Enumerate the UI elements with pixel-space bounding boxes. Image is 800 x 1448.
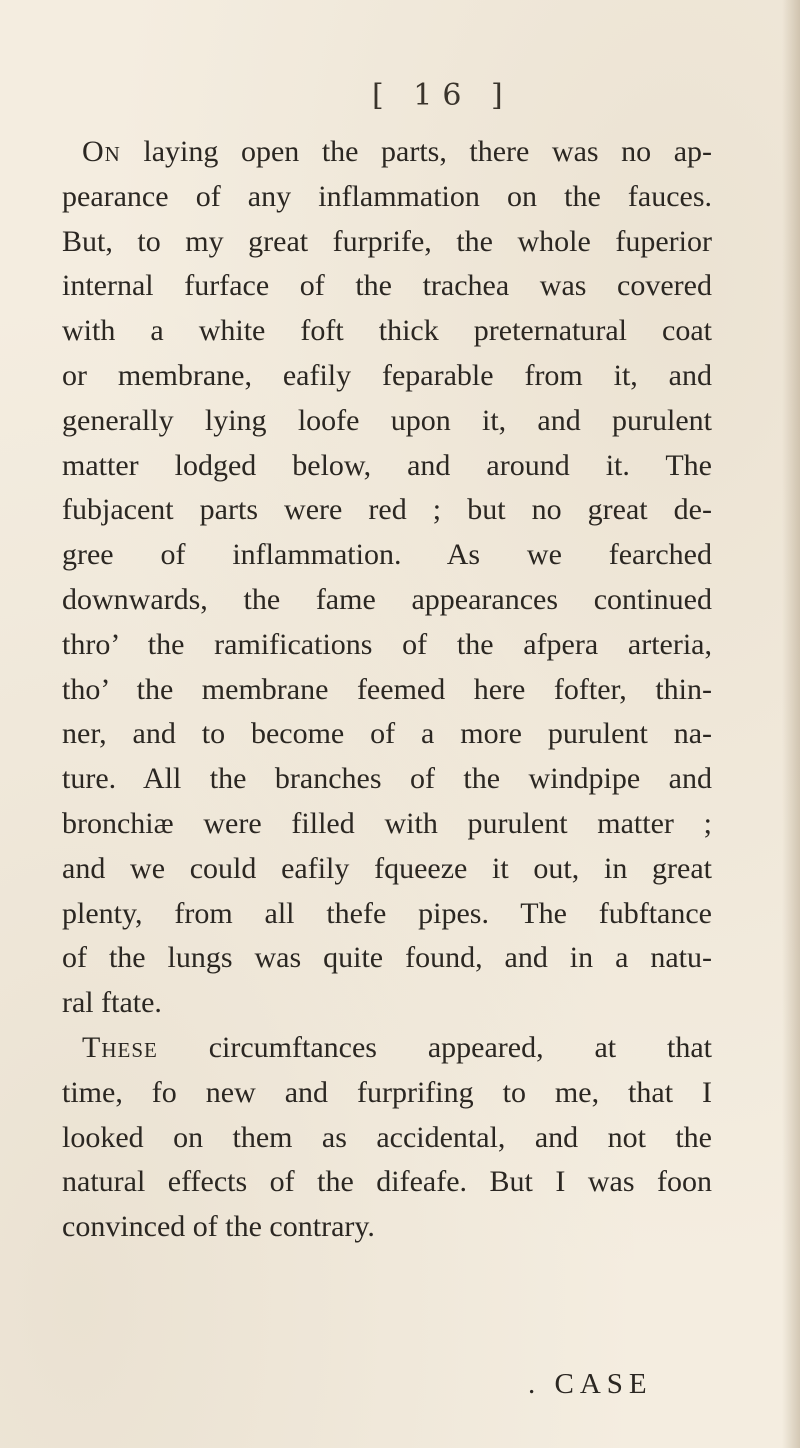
catchword: . CASE	[528, 1368, 653, 1400]
text-line: convinced of the contrary.	[62, 1210, 375, 1244]
text-line: with a white foft thick preternatural coat	[62, 314, 712, 348]
text-line: ner, and to become of a more purulent na-	[62, 717, 712, 751]
text-line: and we could eafily fqueeze it out, in great	[62, 851, 712, 885]
text-line: matter lodged below, and around it. The	[62, 448, 712, 482]
page-edge-shadow	[782, 0, 800, 1448]
line-rest: circumftances appeared, at that	[157, 1030, 712, 1064]
text-line: natural effects of the difeafe. But I was foon	[62, 1165, 712, 1199]
text-line: downwards, the fame appearances continued	[62, 582, 712, 616]
text-line: of the lungs was quite found, and in a natu-	[62, 941, 712, 975]
text-line: looked on them as accidental, and not the	[62, 1120, 712, 1154]
body-text	[62, 130, 712, 1250]
text-line: ture. All the branches of the windpipe and	[62, 762, 712, 796]
page-number: [ 16 ]	[372, 78, 513, 113]
drop-word: These	[82, 1030, 158, 1064]
text-line: generally lying loofe upon it, and purulent	[62, 403, 712, 437]
text-line: thro’ the ramifications of the afpera arteria,	[62, 627, 712, 661]
text-line	[62, 1026, 712, 1071]
text-line	[62, 130, 712, 175]
text-line: ral ftate.	[62, 986, 162, 1020]
drop-word: On	[82, 135, 121, 168]
text-line: or membrane, eafily feparable from it, and	[62, 358, 712, 392]
text-line: But, to my great furprife, the whole fuperior	[62, 224, 712, 258]
text-line: bronchiæ were filled with purulent matter ;	[62, 806, 712, 840]
text-line: fubjacent parts were red ; but no great de-	[62, 493, 712, 527]
text-line: internal furface of the trachea was covered	[62, 269, 712, 303]
text-line: gree of inflammation. As we fearched	[62, 538, 712, 572]
text-line: pearance of any inflammation on the fauces.	[62, 179, 712, 213]
text-line: time, fo new and furprifing to me, that I	[62, 1075, 712, 1109]
text-line: tho’ the membrane feemed here fofter, thin-	[62, 672, 712, 706]
text-line: plenty, from all thefe pipes. The fubftance	[62, 896, 712, 930]
line-rest: laying open the parts, there was no ap-	[120, 135, 712, 168]
